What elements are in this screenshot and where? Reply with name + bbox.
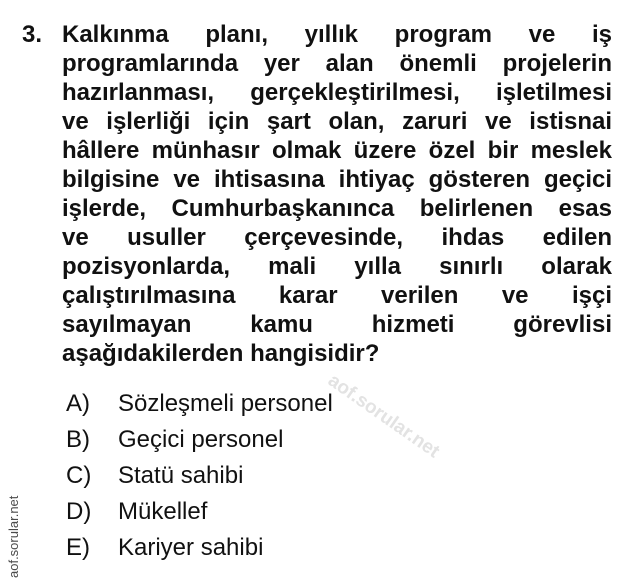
option-letter: B): [66, 426, 90, 453]
option-text: Kariyer sahibi: [118, 534, 264, 561]
question-line: işlerde, Cumhurbaşkanınca belirlenen esas: [62, 195, 612, 222]
option-letter: A): [66, 390, 90, 417]
option-letter: C): [66, 462, 92, 489]
question-line: hazırlanması, gerçekleştirilmesi, işletilmesi: [62, 79, 612, 106]
question-line: programlarında yer alan önemli projelerin: [62, 50, 612, 77]
option-letter: E): [66, 534, 90, 561]
option-text: Mükellef: [118, 498, 208, 525]
option-c[interactable]: [66, 458, 333, 494]
option-text: Geçici personel: [118, 426, 284, 453]
question-line: çalıştırılmasına karar verilen ve işçi: [62, 282, 612, 309]
option-text: Sözleşmeli personel: [118, 390, 333, 417]
question-line: pozisyonlarda, mali yılla sınırlı olarak: [62, 253, 612, 280]
question-line: hâllere münhasır olmak üzere özel bir meslek: [62, 137, 612, 164]
question-line: bilgisine ve ihtisasına ihtiyaç gösteren geçici: [62, 166, 612, 193]
question-number: 3.: [22, 21, 43, 48]
question-line: ve usuller çerçevesinde, ihdas edilen: [62, 224, 612, 251]
option-text: Statü sahibi: [118, 462, 244, 489]
question-text: [62, 20, 612, 368]
watermark-diagonal: aof.sorular.net: [323, 370, 444, 463]
answer-options: [66, 386, 333, 566]
option-letter: D): [66, 498, 92, 525]
option-a[interactable]: [66, 386, 333, 422]
watermark-side: aof.sorular.net: [6, 495, 21, 578]
option-b[interactable]: [66, 422, 333, 458]
question-line: sayılmayan kamu hizmeti görevlisi: [62, 311, 612, 338]
question-line: Kalkınma planı, yıllık program ve iş: [62, 21, 612, 48]
option-d[interactable]: [66, 494, 333, 530]
question-line: aşağıdakilerden hangisidir?: [62, 340, 380, 367]
option-e[interactable]: [66, 530, 333, 566]
question-line: ve işlerliği için şart olan, zaruri ve istisnai: [62, 108, 612, 135]
